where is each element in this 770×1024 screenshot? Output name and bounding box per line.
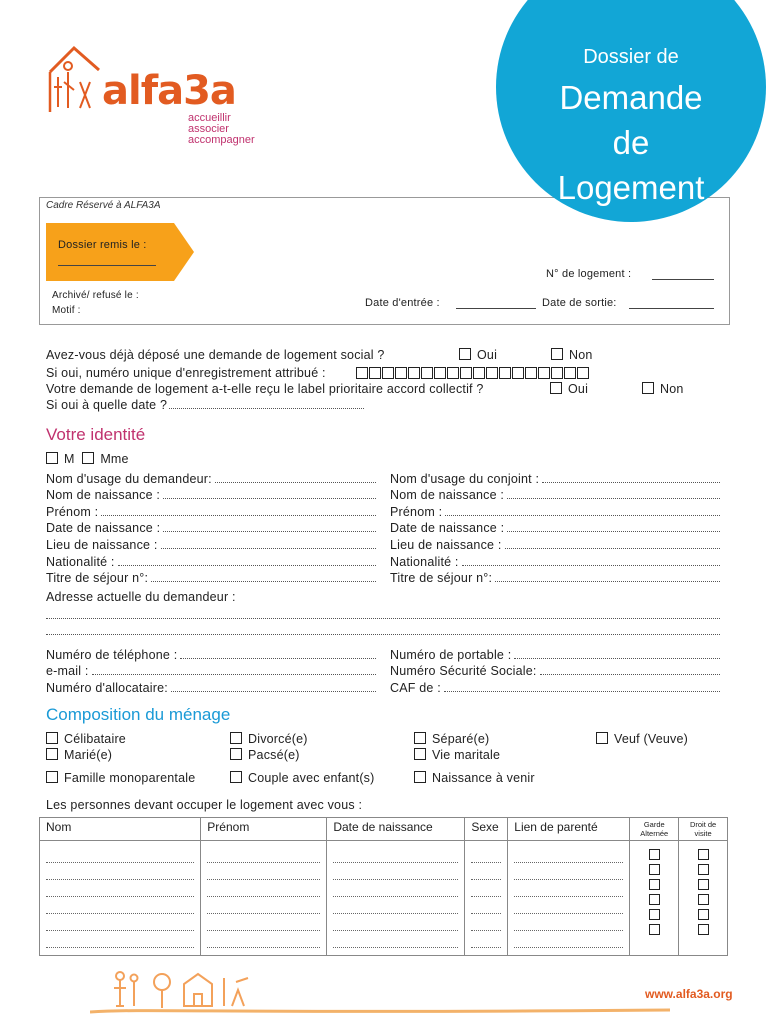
garde-cells (630, 841, 679, 956)
col-garde-alternee: Garde Alternée (630, 818, 679, 841)
contact-row (46, 678, 376, 695)
conjoint-label: Titre de séjour n°: (390, 571, 493, 586)
household-option[interactable] (46, 732, 126, 746)
household-option[interactable] (414, 771, 535, 785)
demandeur-field[interactable] (215, 482, 376, 483)
q1-non-checkbox[interactable] (551, 348, 563, 360)
table-cell-line[interactable] (333, 883, 458, 897)
num-logement-label: N° de logement : (546, 268, 632, 280)
conjoint-row (390, 569, 720, 586)
conjoint-field[interactable] (462, 565, 720, 566)
q1-non-option[interactable] (551, 348, 593, 362)
reg-number-box[interactable] (369, 367, 381, 379)
demandeur-label: Prénom : (46, 504, 99, 519)
table-cell-line[interactable] (514, 866, 623, 880)
conjoint-row (390, 535, 720, 552)
col-nom: Nom (40, 818, 201, 841)
household-option[interactable] (230, 771, 375, 785)
archive-label: Archivé/ refusé le : (52, 290, 139, 301)
table-cell-line[interactable] (46, 917, 194, 931)
table-cell-line[interactable] (514, 849, 623, 863)
demandeur-row (46, 486, 376, 503)
table-cell-line[interactable] (333, 900, 458, 914)
table-cell-line[interactable] (514, 900, 623, 914)
orange-arrow-shape (46, 223, 194, 281)
date-sortie-field[interactable] (629, 308, 714, 309)
identity-heading: Votre identité (46, 425, 146, 444)
demandeur-field[interactable] (151, 581, 376, 582)
contact-field[interactable] (171, 691, 376, 692)
contact-field[interactable] (180, 658, 376, 659)
reg-number-box[interactable] (421, 367, 433, 379)
contact-label: Numéro d'allocataire: (46, 680, 168, 695)
table-checkbox[interactable] (649, 879, 660, 890)
household-option-label: Famille monoparentale (64, 771, 196, 785)
table-cell-line[interactable] (46, 866, 194, 880)
contact-field[interactable] (92, 674, 376, 675)
col-date-naissance: Date de naissance (327, 818, 465, 841)
adresse-label: Adresse actuelle du demandeur : (46, 590, 236, 604)
contact-right-column (390, 645, 720, 695)
reg-number-box[interactable] (460, 367, 472, 379)
table-cell-line[interactable] (207, 934, 320, 948)
col-lien-parente: Lien de parenté (508, 818, 630, 841)
q3-oui-checkbox[interactable] (550, 382, 562, 394)
demandeur-field[interactable] (161, 548, 376, 549)
m-label: M (64, 452, 75, 466)
question-4 (46, 398, 364, 412)
table-cell-line[interactable] (333, 917, 458, 931)
logo (44, 42, 284, 152)
household-option-label: Couple avec enfant(s) (248, 771, 375, 785)
table-cell-line[interactable] (514, 934, 623, 948)
question-3: Votre demande de logement a-t-elle reçu le label prioritaire accord collectif ? (46, 382, 484, 396)
visite-cells (679, 841, 728, 956)
household-option[interactable] (596, 732, 688, 746)
col-droit-visite: Droit de visite (679, 818, 728, 841)
logo-figures-icon (44, 42, 104, 112)
adresse-field-2[interactable] (46, 622, 720, 635)
remis-badge (46, 223, 194, 281)
mme-label: Mme (100, 452, 129, 466)
household-option-label: Veuf (Veuve) (614, 732, 688, 746)
reg-number-box[interactable] (382, 367, 394, 379)
household-option-label: Vie maritale (432, 748, 501, 762)
q3-oui-label: Oui (568, 382, 589, 396)
household-option-checkbox[interactable] (46, 748, 58, 760)
title-line-4: Logement (557, 169, 705, 206)
q3-non-option[interactable] (642, 382, 684, 396)
reg-number-box[interactable] (447, 367, 459, 379)
conjoint-row (390, 502, 720, 519)
q1-oui-checkbox[interactable] (459, 348, 471, 360)
reg-number-box[interactable] (486, 367, 498, 379)
table-checkbox[interactable] (698, 864, 709, 875)
table-cell-line[interactable] (333, 866, 458, 880)
table-cell-line[interactable] (207, 917, 320, 931)
table-cell-line[interactable] (46, 849, 194, 863)
household-option-checkbox[interactable] (414, 732, 426, 744)
table-cell-line[interactable] (207, 849, 320, 863)
contact-label: e-mail : (46, 664, 89, 679)
identity-right-column (390, 469, 720, 585)
table-cell-line[interactable] (471, 866, 501, 880)
conjoint-label: Prénom : (390, 504, 443, 519)
table-checkbox[interactable] (649, 849, 660, 860)
reserved-label: Cadre Réservé à ALFA3A (46, 200, 161, 211)
date-sortie-label: Date de sortie: (542, 297, 617, 309)
household-option-label: Naissance à venir (432, 771, 535, 785)
identity-left-column (46, 469, 376, 585)
reg-number-box[interactable] (512, 367, 524, 379)
contact-extra-field[interactable] (540, 674, 720, 675)
household-option-checkbox[interactable] (230, 748, 242, 760)
conjoint-row (390, 552, 720, 569)
table-checkbox[interactable] (649, 894, 660, 905)
household-option[interactable] (46, 771, 195, 785)
lien-cells[interactable] (508, 841, 630, 956)
conjoint-field[interactable] (507, 498, 720, 499)
table-cell-line[interactable] (207, 900, 320, 914)
conjoint-label: Nom d'usage du conjoint : (390, 471, 540, 486)
household-option-label: Divorcé(e) (248, 732, 308, 746)
table-cell-line[interactable] (46, 900, 194, 914)
adresse-field-1[interactable] (46, 606, 720, 619)
q1-oui-option[interactable] (459, 348, 497, 362)
reg-number-box[interactable] (356, 367, 368, 379)
table-cell-line[interactable] (471, 849, 501, 863)
reg-number-box[interactable] (434, 367, 446, 379)
remis-label: Dossier remis le : (58, 239, 147, 251)
reg-number-box[interactable] (395, 367, 407, 379)
table-cell-line[interactable] (514, 917, 623, 931)
q3-non-checkbox[interactable] (642, 382, 654, 394)
household-option-checkbox[interactable] (414, 771, 426, 783)
demandeur-label: Titre de séjour n°: (46, 571, 149, 586)
table-checkbox[interactable] (649, 924, 660, 935)
demandeur-label: Lieu de naissance : (46, 537, 158, 552)
table-cell-line[interactable] (46, 934, 194, 948)
demandeur-row (46, 502, 376, 519)
col-sexe: Sexe (465, 818, 508, 841)
conjoint-row (390, 486, 720, 503)
contact-extra-field[interactable] (444, 691, 720, 692)
contact-extra-label: CAF de : (390, 680, 441, 695)
demandeur-field[interactable] (163, 498, 376, 499)
table-checkbox[interactable] (649, 864, 660, 875)
table-checkbox[interactable] (698, 924, 709, 935)
household-heading: Composition du ménage (46, 705, 231, 724)
table-checkbox[interactable] (698, 879, 709, 890)
conjoint-field[interactable] (507, 531, 720, 532)
question-2: Si oui, numéro unique d'enregistrement attribué : (46, 366, 326, 380)
logo-tagline-1: accueillir (188, 112, 231, 124)
conjoint-field[interactable] (495, 581, 720, 582)
m-checkbox[interactable] (46, 452, 58, 464)
conjoint-label: Nom de naissance : (390, 488, 505, 503)
demandeur-row (46, 569, 376, 586)
q1-non-label: Non (569, 348, 593, 362)
reg-number-box[interactable] (408, 367, 420, 379)
contact-label: Numéro de téléphone : (46, 647, 178, 662)
demandeur-field[interactable] (163, 531, 376, 532)
demandeur-row (46, 519, 376, 536)
q3-non-label: Non (660, 382, 684, 396)
title-line-1: Dossier de (583, 46, 679, 68)
table-cell-line[interactable] (333, 934, 458, 948)
table-cell-line[interactable] (471, 883, 501, 897)
household-option-label: Célibataire (64, 732, 126, 746)
household-option-checkbox[interactable] (230, 771, 242, 783)
demandeur-label: Nationalité : (46, 554, 115, 569)
q1-oui-label: Oui (477, 348, 498, 362)
demandeur-row (46, 552, 376, 569)
col-prenom: Prénom (201, 818, 327, 841)
contact-extra-label: Numéro Sécurité Sociale: (390, 664, 537, 679)
household-option-checkbox[interactable] (46, 732, 58, 744)
table-cell-line[interactable] (471, 900, 501, 914)
date-cells[interactable] (327, 841, 465, 956)
household-option[interactable] (46, 748, 112, 762)
logo-word: alfa3a (102, 68, 236, 114)
reg-number-box[interactable] (564, 367, 576, 379)
household-intro: Les personnes devant occuper le logement avec vous : (46, 798, 363, 812)
reg-number-box[interactable] (551, 367, 563, 379)
footer-url[interactable]: www.alfa3a.org (645, 987, 733, 1001)
demandeur-label: Nom d'usage du demandeur: (46, 471, 212, 486)
demandeur-field[interactable] (101, 515, 376, 516)
title-circle (496, 0, 766, 222)
household-option-checkbox[interactable] (46, 771, 58, 783)
conjoint-label: Nationalité : (390, 554, 459, 569)
question-1: Avez-vous déjà déposé une demande de logement social ? (46, 348, 385, 362)
household-option-checkbox[interactable] (596, 732, 608, 744)
table-cell-line[interactable] (46, 883, 194, 897)
table-cell-line[interactable] (333, 849, 458, 863)
table-cell-line[interactable] (471, 917, 501, 931)
logo-tagline-3: accompagner (188, 134, 255, 146)
demandeur-label: Nom de naissance : (46, 488, 161, 503)
q4-date-field[interactable] (169, 408, 364, 409)
reg-number-box[interactable] (525, 367, 537, 379)
household-options (46, 732, 726, 792)
sexe-cells[interactable] (465, 841, 508, 956)
demandeur-label: Date de naissance : (46, 521, 161, 536)
table-cell-line[interactable] (207, 883, 320, 897)
contact-extra-label: Numéro de portable : (390, 647, 512, 662)
conjoint-row (390, 519, 720, 536)
conjoint-field[interactable] (542, 482, 720, 483)
contact-extra-row (390, 662, 720, 679)
demandeur-row (46, 469, 376, 486)
civility-options (46, 452, 129, 466)
household-option-label: Pacsé(e) (248, 748, 300, 762)
reg-number-box[interactable] (577, 367, 589, 379)
contact-row (46, 645, 376, 662)
household-option[interactable] (230, 748, 300, 762)
date-entree-label: Date d'entrée : (365, 297, 440, 309)
contact-extra-row (390, 678, 720, 695)
reg-number-box[interactable] (473, 367, 485, 379)
contact-extra-field[interactable] (514, 658, 720, 659)
household-option-checkbox[interactable] (414, 748, 426, 760)
table-cell-line[interactable] (514, 883, 623, 897)
table-cell-line[interactable] (207, 866, 320, 880)
demandeur-field[interactable] (118, 565, 376, 566)
logo-tagline-2: associer (188, 123, 229, 135)
contact-extra-row (390, 645, 720, 662)
table-row (40, 841, 728, 956)
household-option-checkbox[interactable] (230, 732, 242, 744)
table-cell-line[interactable] (471, 934, 501, 948)
num-logement-field[interactable] (652, 279, 714, 280)
table-checkbox[interactable] (698, 849, 709, 860)
reg-number-box[interactable] (538, 367, 550, 379)
footer-decoration-icon (90, 968, 670, 1018)
household-option-label: Marié(e) (64, 748, 113, 762)
conjoint-field[interactable] (505, 548, 720, 549)
household-option[interactable] (230, 732, 308, 746)
table-header-row (40, 818, 728, 841)
title-line-3: de (612, 124, 650, 161)
household-table (39, 817, 728, 956)
q3-oui-option[interactable] (550, 382, 588, 396)
household-option-label: Séparé(e) (432, 732, 490, 746)
motif-label: Motif : (52, 305, 81, 316)
conjoint-label: Date de naissance : (390, 521, 505, 536)
conjoint-field[interactable] (445, 515, 720, 516)
mme-checkbox[interactable] (82, 452, 94, 464)
demandeur-row (46, 535, 376, 552)
table-checkbox[interactable] (698, 894, 709, 905)
household-option[interactable] (414, 732, 489, 746)
reg-number-box[interactable] (499, 367, 511, 379)
conjoint-label: Lieu de naissance : (390, 537, 502, 552)
registration-number-boxes[interactable] (356, 367, 590, 379)
prenom-cells[interactable] (201, 841, 327, 956)
date-entree-field[interactable] (456, 308, 536, 309)
nom-cells[interactable] (40, 841, 201, 956)
conjoint-row (390, 469, 720, 486)
household-option[interactable] (414, 748, 500, 762)
table-checkbox[interactable] (649, 909, 660, 920)
contact-left-column (46, 645, 376, 695)
remis-date-field[interactable] (58, 265, 156, 266)
question-4-label: Si oui à quelle date ? (46, 398, 168, 412)
title-line-2: Demande (559, 79, 703, 116)
table-checkbox[interactable] (698, 909, 709, 920)
contact-row (46, 662, 376, 679)
